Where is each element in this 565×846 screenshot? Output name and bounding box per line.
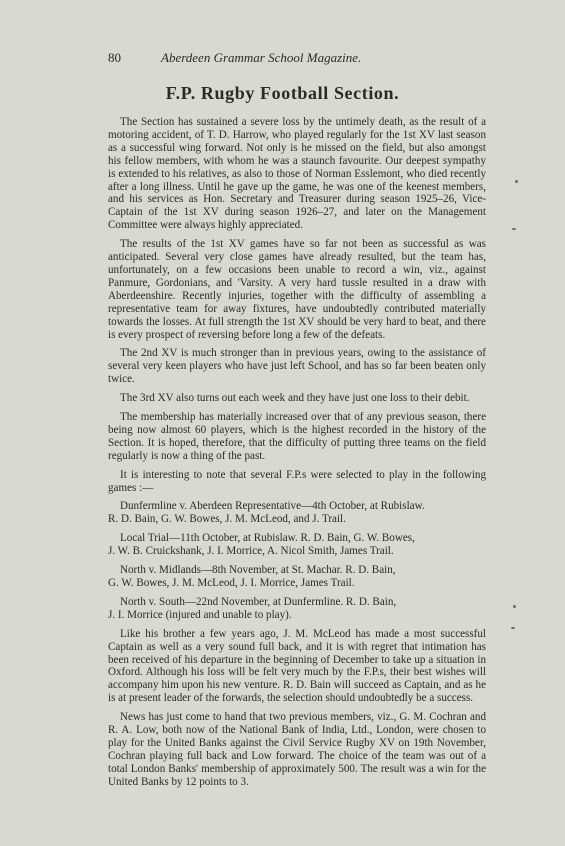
paragraph-membership: The membership has materially increased over that of any previous season, there being now almost 60 players, which is the highest recorded in the history of the Section. It is hoped, therefore, that the difficulty of putting three teams on the field regularly is now a thing of the past. [108,411,486,462]
game-players-north-midlands: G. W. Bowes, J. M. McLeod, J. I. Morrice, James Trail. [108,577,355,589]
game-players-local-trial: J. W. B. Cruickshank, J. I. Morrice, A. Nicol Smith, James Trail. [108,545,394,558]
game-match-dunfermline: Dunfermline v. Aberdeen Representative—4th October, at Rubislaw. [120,500,425,513]
paragraph-selections-intro: It is interesting to note that several F.P.s were selected to play in the following games :— [108,468,486,494]
paragraph-second-xv: The 2nd XV is much stronger than in previous years, owing to the assistance of several very keen players who have just left School, and has so far been beaten only twice. [108,347,486,386]
print-speck [512,228,516,230]
page-number: 80 [108,50,121,65]
article-title: F.P. Rugby Football Section. [165,83,400,103]
paragraph-harrow-obituary: The Section has sustained a severe loss by the untimely death, as the result of a motoring accident, of T. D. Harrow, who played regularly for the 1st XV last season as a successful wing forward. Not only is he missed on the field, but also amongst his fellow members, with whom he was a staunch favourite. Our deepest sympathy is extended to his relatives, as also to those of Norman Esslemont, who died recently after a long illness. Until he gave up the game, he was one of the keenest members, and his services as Hon. Secretary and Treasurer during season 1925–26, Vice-Captain of the 1st XV during season 1926–27, and later on the Management Committee were always highly appreciated. [108,116,486,232]
paragraph-united-banks: News has just come to hand that two previous members, viz., G. M. Cochran and R. A. Low, both now of the National Bank of India, Ltd., London, were chosen to play for the United Banks against the Civil Service Rugby XV on 19th November, Cochran playing full back and Low forward. The choice of the team was out of a total London Banks' membership of approximately 500. The result was a win for the United Banks by 12 points to 3. [108,711,486,788]
paragraph-mcleod-captain: Like his brother a few years ago, J. M. McLeod has made a most successful Captain as well as a very sound full back, and it is with regret that intimation has been received of his departure in the beginning of December to take up a situation in Oxford. Although his loss will be felt very much by the F.P.s, their best wishes will accompany him upon his new venture. R. D. Bain will succeed as Captain, and as he is at present leader of the forwards, the selection should undoubtedly be a success. [108,627,486,705]
game-match-north-south: North v. South—22nd November, at Dunfermline. R. D. Bain, [120,595,397,608]
article-body [108,116,486,795]
game-players-north-south: J. I. Morrice (injured and unable to play). [108,608,292,621]
game-players-dunfermline: R. D. Bain, G. W. Bowes, J. M. McLeod, and J. Trail. [108,513,346,526]
running-head [108,50,418,66]
print-speck [511,627,515,629]
print-speck [513,605,516,608]
journal-title: Aberdeen Grammar School Magazine. [161,50,362,65]
print-speck [515,180,518,183]
paragraph-third-xv: The 3rd XV also turns out each week and they have just one loss to their debit. [120,392,470,405]
game-match-north-midlands: North v. Midlands—8th November, at St. Machar. R. D. Bain, [120,564,396,577]
game-match-local-trial: Local Trial—11th October, at Rubislaw. R. D. Bain, G. W. Bowes, [120,532,415,545]
paragraph-first-xv-results: The results of the 1st XV games have so far not been as successful as was anticipated. Several very close games have already resulted, but the team has, unfortunately, on a few occasions been unable to record a win, viz., against Panmure, Gordonians, and 'Varsity. A very hard tussle resulted in a draw with Aberdeenshire. Recently injuries, together with the difficulty of assembling a representative team for away fixtures, have undoubtedly contributed materially towards the losses. At full strength the 1st XV should be very hard to beat, and there is every prospect of reversing before long a few of the defeats. [108,238,486,341]
